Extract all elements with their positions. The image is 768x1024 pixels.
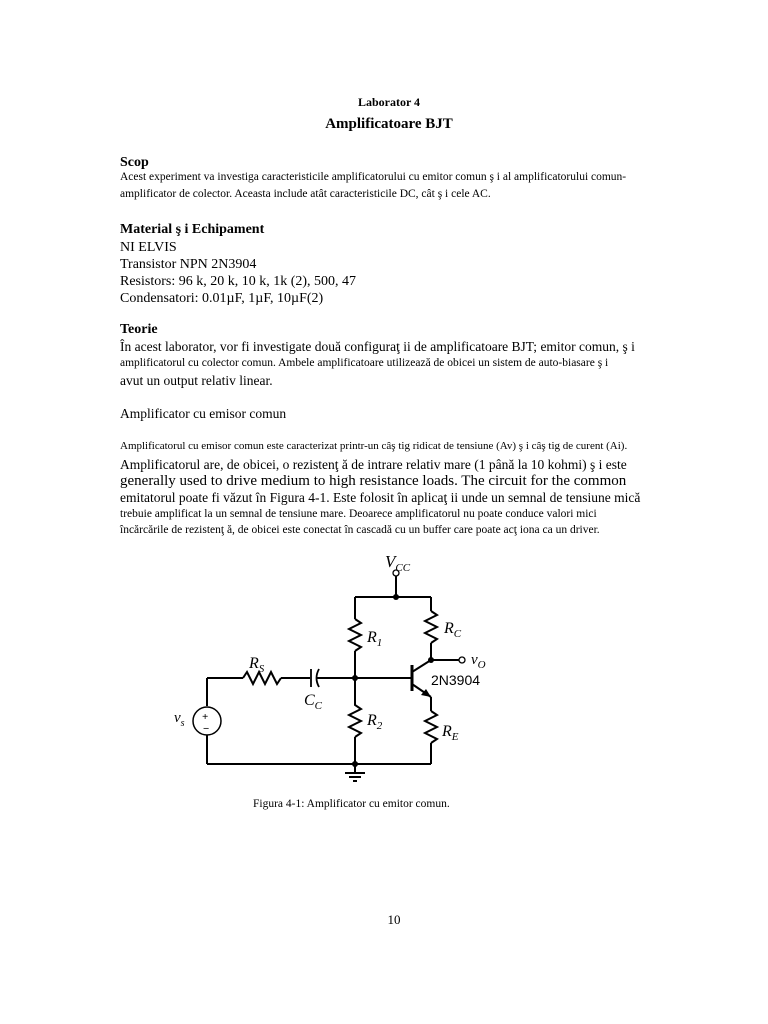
- svg-text:RE: $R_E$: [442, 723, 459, 743]
- svg-text:VCC: $V_{CC}$: [385, 552, 411, 574]
- svg-text:−: −: [203, 723, 210, 735]
- material-list: [120, 239, 356, 307]
- teorie-line-2: amplificatorul cu colector comun. Ambele amplificatoare utilizează de obicei un sistem de auto-biasare ş i: [120, 357, 609, 369]
- svg-text:R1: $R_1$: [367, 629, 383, 649]
- page-number: 10: [387, 912, 401, 927]
- subsection-line-6: încărcările de rezistenţ ă, de obicei este conectat în cascadă cu un buffer care poate acţ iona ca un driver.: [120, 524, 600, 536]
- svg-text:vO: $v_O$: [471, 652, 486, 671]
- section-heading-material: Material ş i Echipament: [120, 222, 265, 237]
- section-heading-scop: Scop: [120, 155, 149, 170]
- circuit-diagram: [165, 545, 525, 795]
- svg-text:+: +: [202, 711, 209, 723]
- teorie-line-3: avut un output relativ linear.: [120, 373, 273, 388]
- subsection-heading: Amplificator cu emisor comun: [120, 406, 287, 421]
- section-heading-teorie: Teorie: [120, 322, 158, 337]
- subsection-line-3: generally used to drive medium to high resistance loads. The circuit for the common: [120, 473, 627, 489]
- material-item: NI ELVIS: [120, 240, 177, 255]
- subsection-line-1: Amplificatorul cu emisor comun este caracterizat printr-un câş tig ridicat de tensiune (Av) ş i câş tig de curent (Ai).: [120, 440, 628, 452]
- svg-text:2N3904: 2N3904: [431, 672, 481, 688]
- subsection-line-2: Amplificatorul are, de obicei, o rezistenţ ă de intrare relativ mare (1 până la 10 kohmi) ş i este: [120, 457, 627, 472]
- material-item: Condensatori: 0.01µF, 1µF, 10µF(2): [120, 291, 324, 306]
- scop-line-1: Acest experiment va investiga caracteristicile amplificatorului cu emitor comun ş i al amplificatorului comun-: [120, 171, 627, 183]
- svg-text:R2: $R_2$: [367, 712, 383, 732]
- scop-line-2: amplificator de colector. Aceasta include atât caracteristicile DC, cât ş i cele AC.: [120, 188, 491, 200]
- subsection-line-5: trebuie amplificat la un semnal de tensiune mare. Deoarece amplificatorul nu poate conduce valori mici: [120, 508, 597, 520]
- svg-text:RC: $R_C$: [444, 620, 462, 640]
- lab-number: Laborator 4: [357, 95, 421, 109]
- svg-text:CC: $C_C$: [304, 692, 323, 712]
- material-item: Resistors: 96 k, 20 k, 10 k, 1k (2), 500, 47: [120, 274, 357, 289]
- subsection-line-4: emitatorul poate fi văzut în Figura 4-1. Este folosit în aplicaţ ii unde un semnal de tensiune mică: [120, 490, 641, 505]
- svg-text:vs: $v_s$: [174, 710, 185, 729]
- page-title: Amplificatoare BJT: [325, 116, 453, 132]
- svg-text:RS: $R_S$: [249, 655, 265, 675]
- figure-caption: Figura 4-1: Amplificator cu emitor comun.: [253, 798, 450, 810]
- teorie-line-1: În acest laborator, vor fi investigate două configuraţ ii de amplificatoare BJT; emitor comun, ş i: [120, 339, 635, 354]
- material-item: Transistor NPN 2N3904: [120, 257, 257, 272]
